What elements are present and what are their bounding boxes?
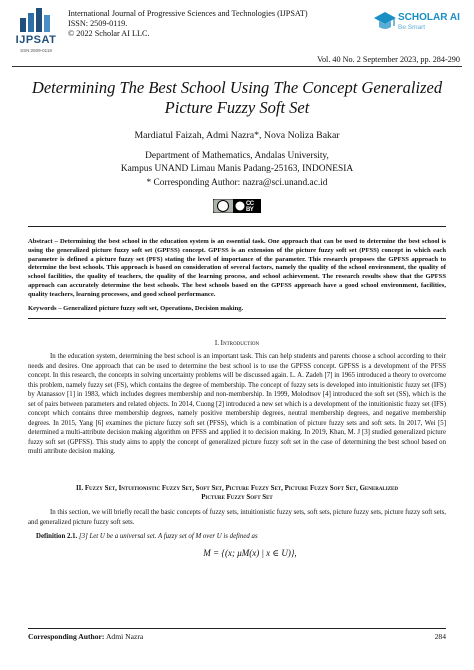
header-divider xyxy=(12,66,462,67)
keywords: Keywords – Generalized picture fuzzy soft set, Operations, Decision making. xyxy=(28,305,244,312)
title-line-2: Picture Fuzzy Soft Set xyxy=(164,98,310,117)
section-2-heading xyxy=(28,484,446,502)
logo-text: IJPSAT xyxy=(15,34,57,46)
abstract-top-rule xyxy=(28,226,446,227)
section-1-number: I. xyxy=(214,340,219,347)
corresponding-email: * Corresponding Author: nazra@sci.unand.ac.id xyxy=(146,178,328,188)
footer-corresponding xyxy=(28,632,143,641)
authors xyxy=(20,130,454,142)
paper-title xyxy=(20,78,454,118)
definition-label: Definition 2.1. xyxy=(36,533,78,540)
definition-text: [3] Let U be a universal set. A fuzzy set of M over U is defined as xyxy=(78,533,258,540)
affiliation-line-1: Department of Mathematics, Andalas University, xyxy=(145,151,329,161)
definition-2-1 xyxy=(36,532,446,542)
footer-label: Corresponding Author: xyxy=(28,632,105,641)
logo-mark-icon xyxy=(20,8,50,32)
affiliation-line-2: Kampus UNAND Limau Manis Padang-25163, INDONESIA xyxy=(120,164,354,174)
publisher-tagline: Be Smart xyxy=(398,24,426,31)
publisher-logo xyxy=(374,10,460,40)
section-2-number: II. xyxy=(75,485,84,492)
graduation-cap-icon xyxy=(374,10,396,34)
section-2-title-1: Fuzzy Set, Intuitionistic Fuzzy Set, Soft Set, Picture Fuzzy Set, Picture Fuzzy Soft Set, Generalized xyxy=(84,485,398,492)
section-1-heading xyxy=(28,339,446,348)
section-2-title-2: Picture Fuzzy Soft Set xyxy=(201,494,273,501)
license-badge xyxy=(213,199,261,213)
section-2-paragraph: In this section, we will briefly recall the basic concepts of fuzzy sets, intuitionistic fuzzy sets, soft sets, picture fuzzy sets, picture fuzzy soft sets, and generalized picture fuzzy soft sets. xyxy=(28,509,446,526)
section-1-paragraph: In the education system, determining the best school is an important task. This can help students and parents choose a school according to their needs and desires. One approach that can be used to determine the best school is to use the GPFSS concept. GPFSS is a development of the PFSS concept. In this research, the concepts in solving uncertainty problems will be discussed again. L. A. Zadeh [7] in 1965 introduced a theory to overcome this problem, namely fuzzy set (FS), which contains the degree of membership. The concept of fuzzy sets is developed into intuitionistic fuzzy set (IFS) by Atanassov [1] in 1983, which includes degrees membership and non-membership. In 1999, Molodtsov [4] introduced the soft set (SS), which is the set of pairs between parameters and related objects. In 2014, Cuong [2] introduced a new set which is a development of the intuitionistic fuzzy set (IFS) concept which contains three membership degrees, namely positive membership degrees, neutral membership degrees, and negative membership degrees. In 2015, Yang [6] examines the picture fuzzy soft set (PFSS), which is a combination of picture fuzzy sets and soft sets. In 2017, Wei [5] determined a multi-attribute decision making algorithm on PFSS and applied it to decision making. In 2019, Khan, M. J [3] studied generalized picture fuzzy soft set (GPFSS). This study aims to apply the concept of generalized picture fuzzy soft set in the case of determining the best school based on multi attribute decision making. xyxy=(28,353,446,455)
logo-issn: SSN:2509-0119 xyxy=(20,48,52,53)
abstract: Abstract – Determining the best school in the education system is an essential task. One approach that can be used to determine the best school is using the generalized picture fuzzy soft set (GPFSS) concept. GPFSS is an extension of the picture fuzzy soft set (PFSS) concept in which each parameter is defined a picture fuzzy set (PFS) stating the level of importance of the parameter. This research proposes the GPFSS approach to determine the best schools. This approach is based on consideration of several factors, namely the quality of the school environment, the quality of school facilities, the quality of teachers, the quality of the learning process, and school achievement. The research results show that the GPFSS approach can accurately determine the best schools. The best schools based on the GPFSS approach have a good school environment, facilities, quality teachers, learning processes, and good school performance. xyxy=(28,238,446,298)
fuzzy-set-formula: M = {(x; μM(x) | x ∈ U)}, xyxy=(203,548,297,558)
footer-author: Admi Nazra xyxy=(105,632,144,641)
author-list: Mardiatul Faizah, Admi Nazra*, Nova Noliza Bakar xyxy=(134,130,340,141)
footer-divider xyxy=(28,628,446,629)
title-line-1: Determining The Best School Using The Concept Generalized xyxy=(31,78,443,97)
journal-name: International Journal of Progressive Sciences and Technologies (IJPSAT) xyxy=(68,9,308,18)
volume-info: Vol. 40 No. 2 September 2023, pp. 284-290 xyxy=(317,55,460,64)
abstract-bottom-rule xyxy=(28,318,446,319)
journal-issn: ISSN: 2509-0119. xyxy=(68,19,128,28)
page-number: 284 xyxy=(434,632,446,641)
license-text: CC BY xyxy=(246,201,254,213)
journal-logo xyxy=(12,8,60,54)
section-1-title: Introduction xyxy=(220,340,260,347)
section-2-heading-line-1 xyxy=(28,484,446,493)
journal-copyright: © 2022 Scholar AI LLC. xyxy=(68,29,150,38)
publisher-name: SCHOLAR AI xyxy=(398,12,460,23)
